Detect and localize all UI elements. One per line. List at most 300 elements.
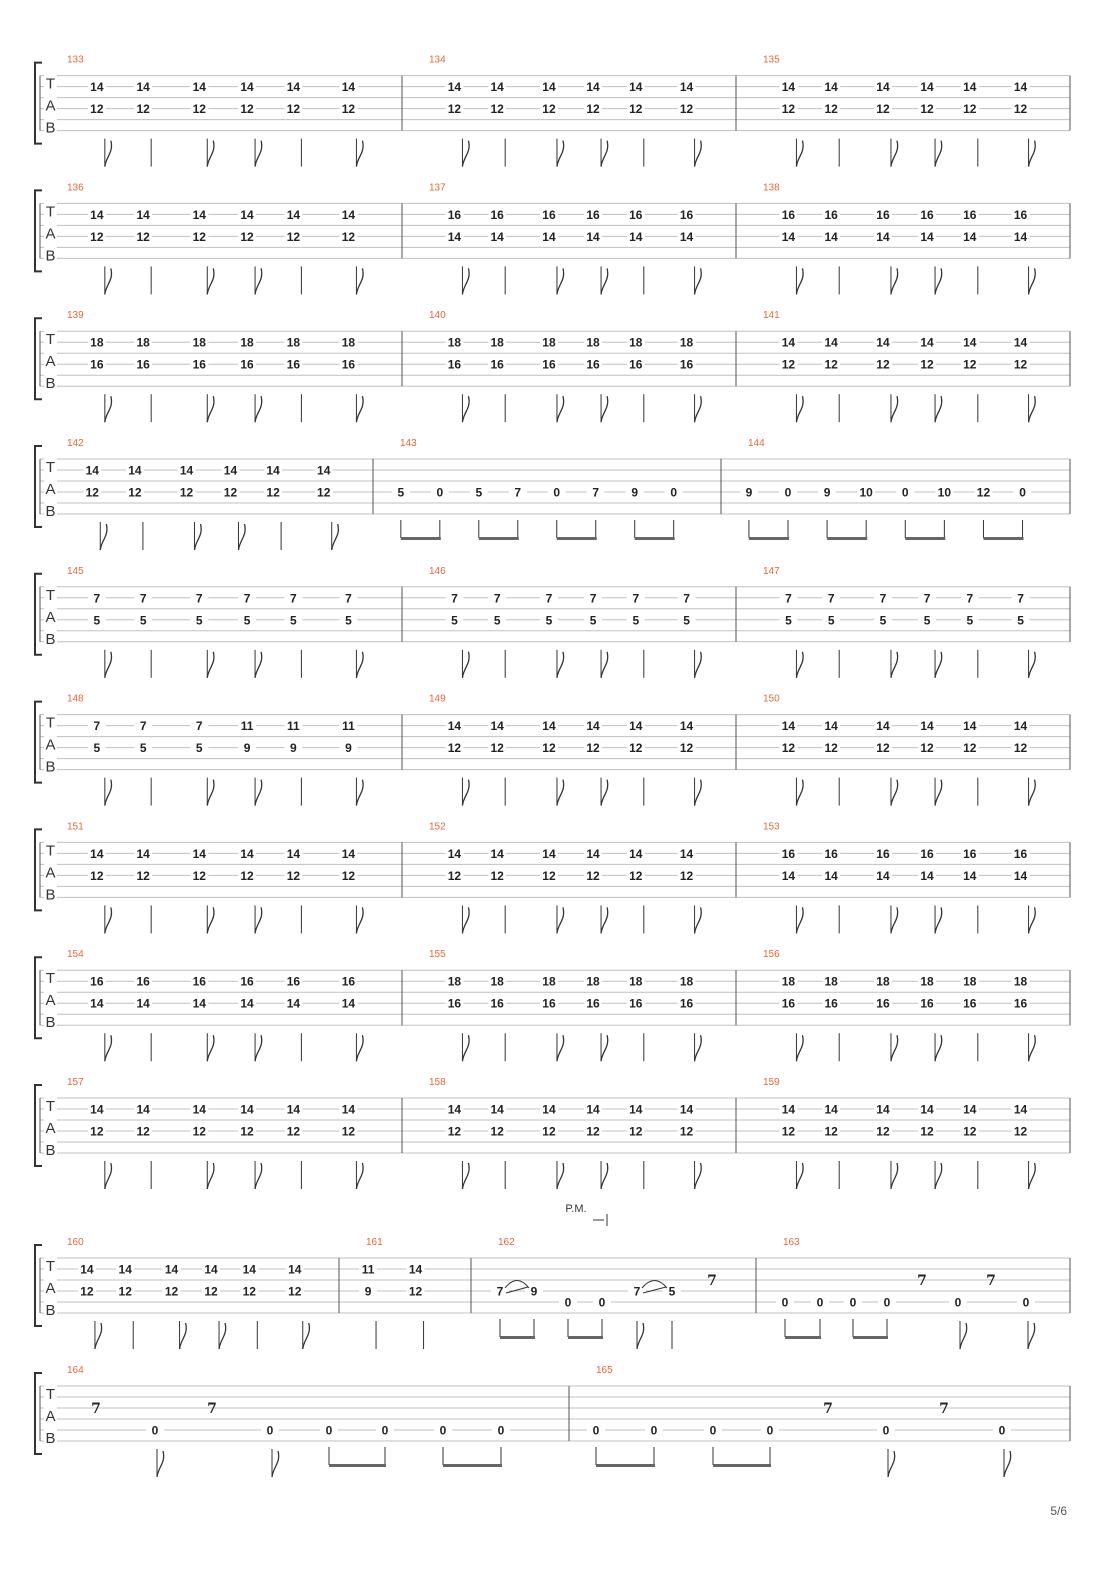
eighth-flag (255, 907, 262, 933)
measure-number: 146 (429, 565, 446, 577)
eighth-flag (601, 268, 608, 294)
tab-clef-b: B (45, 886, 56, 904)
eighth-flag (601, 396, 608, 422)
system-bracket (35, 702, 42, 783)
eighth-flag (935, 1035, 942, 1061)
fret-number: 7 (589, 591, 597, 606)
fret-number: 14 (586, 719, 600, 734)
fret-number: 12 (341, 229, 356, 244)
fret-number: 0 (598, 1295, 606, 1310)
fret-number: 9 (823, 485, 831, 500)
eighth-flag (796, 268, 803, 294)
tab-clef-b: B (45, 1142, 56, 1159)
fret-number: 14 (490, 1102, 504, 1117)
fret-number: 7 (966, 591, 974, 606)
measure-number: 133 (67, 54, 84, 66)
fret-number: 12 (824, 357, 838, 372)
fret-number: 14 (136, 996, 150, 1011)
fret-number: 12 (317, 485, 331, 500)
fret-number: 14 (240, 1102, 254, 1117)
eighth-flag (695, 780, 702, 806)
fret-number: 12 (781, 1124, 796, 1139)
tab-clef-b: B (45, 1014, 56, 1032)
eighth-flag (891, 396, 898, 422)
eighth-flag (796, 141, 803, 167)
fret-number: 14 (542, 719, 556, 734)
fret-number: 16 (286, 974, 301, 989)
eighth-flag (356, 141, 363, 167)
fret-number: 14 (242, 1262, 256, 1277)
measure-number: 138 (763, 182, 780, 194)
fret-number: 5 (290, 613, 297, 628)
fret-number: 12 (542, 741, 556, 756)
eighth-flag (891, 1163, 898, 1189)
eighth-flag (888, 1451, 895, 1477)
fret-number: 5 (632, 613, 640, 628)
eighth-flag (255, 780, 262, 806)
fret-number: 16 (824, 207, 838, 222)
eighth-flag (935, 907, 942, 933)
fret-number: 12 (266, 485, 280, 500)
measure-number: 140 (429, 310, 446, 322)
eighth-flag (207, 141, 214, 167)
note-beam (401, 537, 441, 540)
fret-number: 16 (629, 996, 643, 1011)
eighth-flag (796, 780, 803, 806)
fret-number: 0 (709, 1423, 717, 1438)
fret-number: 14 (586, 80, 600, 95)
system-bracket (35, 1373, 42, 1454)
fret-number: 0 (816, 1295, 824, 1310)
tab-clef-a: A (45, 481, 56, 498)
eighth-flag (557, 907, 564, 933)
fret-number: 12 (192, 102, 206, 117)
eighth-flag (960, 1323, 967, 1349)
tab-clef-a: A (45, 608, 56, 626)
fret-number: 14 (920, 80, 934, 95)
fret-number: 16 (1013, 996, 1028, 1011)
tab-clef-a: A (45, 1280, 56, 1297)
fret-number: 5 (785, 613, 792, 628)
fret-number: 14 (963, 719, 977, 734)
fret-number: 12 (90, 1124, 104, 1139)
eighth-flag (105, 907, 112, 933)
tab-clef-b: B (45, 247, 56, 265)
tab-clef-t: T (45, 331, 56, 349)
eighth-flag (935, 268, 942, 294)
fret-number: 0 (882, 1423, 890, 1438)
fret-number: 12 (286, 229, 301, 244)
eighth-flag (219, 1323, 226, 1349)
eighth-flag (637, 1323, 644, 1349)
fret-number: 0 (849, 1295, 857, 1310)
fret-number: 14 (286, 80, 301, 95)
eighth-flag (207, 268, 214, 294)
measure-number: 134 (429, 54, 446, 66)
fret-number: 7 (1017, 591, 1024, 606)
eighth-flag (105, 141, 112, 167)
tab-clef-a: A (45, 736, 56, 754)
measure-number: 149 (429, 693, 446, 705)
fret-number: 12 (240, 868, 254, 883)
fret-number: 9 (364, 1284, 372, 1299)
fret-number: 16 (1013, 846, 1028, 861)
fret-number: 12 (192, 1124, 206, 1139)
fret-number: 5 (879, 613, 887, 628)
fret-number: 14 (963, 1102, 977, 1117)
fret-number: 0 (592, 1423, 600, 1438)
fret-number: 12 (192, 868, 206, 883)
fret-number: 12 (963, 1124, 977, 1139)
eighth-flag (601, 652, 608, 678)
fret-number: 16 (136, 974, 150, 989)
fret-number: 5 (668, 1284, 676, 1299)
fret-number: 14 (920, 229, 934, 244)
measure-number: 161 (366, 1237, 383, 1248)
fret-number: 14 (679, 80, 694, 95)
fret-number: 12 (192, 229, 206, 244)
fret-number: 0 (1019, 485, 1026, 500)
fret-number: 14 (542, 846, 556, 861)
fret-number: 14 (920, 335, 934, 350)
tab-clef-b: B (45, 119, 56, 137)
tab-clef-a: A (45, 1120, 56, 1137)
fret-number: 18 (136, 335, 150, 350)
tab-clef-a: A (45, 353, 56, 371)
fret-number: 7 (345, 591, 352, 606)
fret-number: 12 (629, 1124, 643, 1139)
fret-number: 14 (136, 207, 150, 222)
fret-number: 5 (93, 741, 101, 756)
measure-number: 141 (763, 310, 780, 322)
fret-number: 10 (937, 485, 952, 500)
fret-number: 12 (586, 741, 600, 756)
fret-number: 0 (436, 485, 444, 500)
measure-number: 158 (429, 1077, 446, 1088)
fret-number: 14 (240, 80, 254, 95)
fret-number: 7 (139, 719, 147, 734)
eighth-flag (180, 1323, 187, 1349)
fret-number: 12 (876, 357, 890, 372)
fret-number: 16 (447, 207, 462, 222)
fret-number: 12 (286, 102, 301, 117)
eighth-flag (557, 780, 564, 806)
fret-number: 12 (542, 1124, 556, 1139)
tab-clef-a: A (45, 864, 56, 882)
fret-number: 12 (586, 868, 600, 883)
measure-number: 165 (596, 1365, 613, 1376)
tab-clef-t: T (45, 586, 56, 604)
fret-number: 16 (963, 846, 977, 861)
fret-number: 12 (136, 229, 150, 244)
fret-number: 14 (679, 229, 694, 244)
eighth-flag (557, 652, 564, 678)
fret-number: 14 (118, 1262, 132, 1277)
fret-number: 12 (85, 485, 99, 500)
fret-number: 5 (195, 613, 203, 628)
eighth-flag (255, 141, 262, 167)
fret-number: 7 (195, 719, 203, 734)
fret-number: 12 (341, 1124, 356, 1139)
fret-number: 16 (286, 357, 301, 372)
fret-number: 10 (859, 485, 873, 500)
fret-number: 14 (679, 1102, 694, 1117)
fret-number: 14 (341, 80, 356, 95)
fret-number: 12 (542, 868, 556, 883)
note-beam (479, 537, 519, 540)
fret-number: 14 (286, 1102, 301, 1117)
eighth-rest: 7 (91, 1401, 101, 1417)
fret-number: 0 (781, 1295, 789, 1310)
fret-number: 14 (341, 846, 356, 861)
note-beam (568, 1336, 603, 1339)
fret-number: 11 (361, 1262, 375, 1277)
eighth-flag (557, 1035, 564, 1061)
fret-number: 16 (490, 357, 504, 372)
fret-number: 0 (553, 485, 561, 500)
note-beam (905, 537, 945, 540)
eighth-flag (935, 396, 942, 422)
measure-number: 135 (763, 54, 780, 66)
fret-number: 12 (824, 102, 838, 117)
measure-number: 142 (67, 438, 84, 449)
fret-number: 14 (824, 335, 838, 350)
fret-number: 16 (781, 846, 796, 861)
eighth-flag (935, 780, 942, 806)
fret-number: 16 (240, 357, 254, 372)
fret-number: 5 (139, 613, 147, 628)
fret-number: 14 (447, 846, 462, 861)
fret-number: 12 (963, 741, 977, 756)
note-beam (827, 537, 867, 540)
fret-number: 14 (192, 996, 206, 1011)
eighth-flag (796, 1163, 803, 1189)
fret-number: 16 (341, 357, 356, 372)
eighth-flag (462, 396, 469, 422)
fret-number: 14 (85, 463, 99, 478)
eighth-flag (891, 652, 898, 678)
eighth-rest: 7 (986, 1273, 996, 1289)
note-beam (557, 537, 597, 540)
fret-number: 14 (266, 463, 280, 478)
fret-number: 14 (192, 1102, 206, 1117)
eighth-flag (695, 1035, 702, 1061)
fret-number: 14 (204, 1262, 218, 1277)
fret-number: 14 (542, 80, 556, 95)
fret-number: 14 (192, 80, 206, 95)
note-beam (713, 1464, 771, 1467)
fret-number: 12 (447, 1124, 462, 1139)
fret-number: 14 (781, 1102, 796, 1117)
eighth-flag (601, 780, 608, 806)
eighth-flag (356, 1035, 363, 1061)
fret-number: 14 (781, 80, 796, 95)
eighth-flag (332, 524, 339, 550)
fret-number: 7 (633, 1284, 641, 1299)
eighth-flag (462, 141, 469, 167)
eighth-flag (1029, 396, 1036, 422)
fret-number: 12 (490, 1124, 504, 1139)
fret-number: 12 (586, 102, 600, 117)
measure-number: 137 (429, 182, 446, 194)
fret-number: 0 (670, 485, 678, 500)
eighth-flag (356, 1163, 363, 1189)
fret-number: 14 (286, 996, 301, 1011)
fret-number: 0 (998, 1423, 1006, 1438)
fret-number: 5 (966, 613, 974, 628)
fret-number: 18 (781, 974, 796, 989)
eighth-flag (601, 1163, 608, 1189)
fret-number: 16 (920, 207, 934, 222)
fret-number: 12 (447, 102, 462, 117)
eighth-flag (557, 141, 564, 167)
eighth-flag (105, 780, 112, 806)
fret-number: 18 (542, 974, 556, 989)
fret-number: 12 (128, 485, 142, 500)
fret-number: 14 (286, 207, 301, 222)
fret-number: 14 (317, 463, 331, 478)
fret-number: 16 (586, 357, 600, 372)
eighth-flag (462, 268, 469, 294)
eighth-rest: 7 (823, 1401, 833, 1417)
measure-number: 153 (763, 821, 780, 833)
tab-clef-t: T (45, 1386, 56, 1403)
system-bracket (35, 957, 42, 1038)
fret-number: 5 (827, 613, 835, 628)
system-bracket (35, 318, 42, 399)
fret-number: 5 (589, 613, 597, 628)
measure-number: 159 (763, 1077, 780, 1088)
eighth-flag (105, 1035, 112, 1061)
note-beam (635, 537, 675, 540)
system-bracket (35, 574, 42, 655)
fret-number: 12 (204, 1284, 218, 1299)
fret-number: 14 (586, 846, 600, 861)
eighth-flag (462, 652, 469, 678)
tab-clef-t: T (45, 970, 56, 988)
fret-number: 9 (345, 741, 352, 756)
fret-number: 14 (136, 80, 150, 95)
fret-number: 5 (493, 613, 501, 628)
fret-number: 14 (824, 80, 838, 95)
fret-number: 9 (290, 741, 297, 756)
eighth-flag (601, 1035, 608, 1061)
fret-number: 7 (592, 485, 600, 500)
fret-number: 18 (586, 974, 600, 989)
fret-number: 14 (223, 463, 238, 478)
fret-number: 12 (781, 357, 796, 372)
eighth-flag (207, 396, 214, 422)
eighth-flag (238, 524, 245, 550)
eighth-flag (255, 268, 262, 294)
eighth-flag (796, 396, 803, 422)
fret-number: 14 (90, 1102, 104, 1117)
note-beam (500, 1336, 535, 1339)
fret-number: 7 (827, 591, 835, 606)
fret-number: 5 (195, 741, 203, 756)
fret-number: 14 (90, 996, 104, 1011)
tab-clef-a: A (45, 1408, 56, 1425)
fret-number: 14 (876, 719, 890, 734)
fret-number: 12 (164, 1284, 179, 1299)
fret-number: 7 (290, 591, 297, 606)
fret-number: 18 (240, 335, 254, 350)
system-bracket (35, 1245, 42, 1326)
fret-number: 16 (542, 357, 556, 372)
fret-number: 16 (679, 357, 694, 372)
fret-number: 14 (136, 1102, 150, 1117)
fret-number: 16 (629, 207, 643, 222)
fret-number: 16 (136, 357, 150, 372)
measure-number: 139 (67, 310, 84, 322)
eighth-flag (462, 1163, 469, 1189)
fret-number: 7 (879, 591, 887, 606)
fret-number: 12 (1013, 357, 1028, 372)
fret-number: 5 (243, 613, 251, 628)
fret-number: 14 (1013, 868, 1028, 883)
fret-number: 12 (976, 485, 991, 500)
fret-number: 14 (963, 229, 977, 244)
fret-number: 12 (1013, 102, 1028, 117)
eighth-flag (356, 268, 363, 294)
note-beam (853, 1336, 888, 1339)
eighth-rest: 7 (707, 1273, 717, 1289)
fret-number: 18 (679, 335, 694, 350)
fret-number: 5 (923, 613, 931, 628)
fret-number: 14 (876, 1102, 890, 1117)
eighth-flag (207, 1163, 214, 1189)
fret-number: 18 (447, 335, 462, 350)
fret-number: 16 (586, 207, 600, 222)
fret-number: 14 (1013, 229, 1028, 244)
fret-number: 16 (192, 974, 206, 989)
fret-number: 7 (545, 591, 553, 606)
fret-number: 14 (1013, 719, 1028, 734)
fret-number: 7 (139, 591, 147, 606)
fret-number: 16 (629, 357, 643, 372)
eighth-flag (557, 268, 564, 294)
fret-number: 16 (679, 996, 694, 1011)
fret-number: 16 (920, 846, 934, 861)
eighth-rest: 7 (939, 1401, 949, 1417)
measure-number: 151 (67, 821, 84, 833)
fret-number: 16 (586, 996, 600, 1011)
fret-number: 14 (1013, 335, 1028, 350)
eighth-flag (195, 524, 202, 550)
measure-number: 148 (67, 693, 84, 705)
fret-number: 14 (781, 719, 796, 734)
fret-number: 0 (766, 1423, 774, 1438)
eighth-flag (207, 907, 214, 933)
fret-number: 12 (781, 741, 796, 756)
fret-number: 14 (90, 207, 104, 222)
fret-number: 18 (629, 974, 643, 989)
fret-number: 12 (341, 102, 356, 117)
fret-number: 9 (631, 485, 639, 500)
fret-number: 12 (179, 485, 194, 500)
fret-number: 5 (397, 485, 405, 500)
fret-number: 14 (490, 80, 504, 95)
eighth-flag (105, 268, 112, 294)
eighth-flag (1029, 1163, 1036, 1189)
fret-number: 16 (824, 846, 838, 861)
fret-number: 12 (223, 485, 238, 500)
fret-number: 18 (920, 974, 934, 989)
fret-number: 18 (629, 335, 643, 350)
fret-number: 12 (679, 868, 694, 883)
fret-number: 5 (1017, 613, 1024, 628)
fret-number: 12 (90, 229, 104, 244)
